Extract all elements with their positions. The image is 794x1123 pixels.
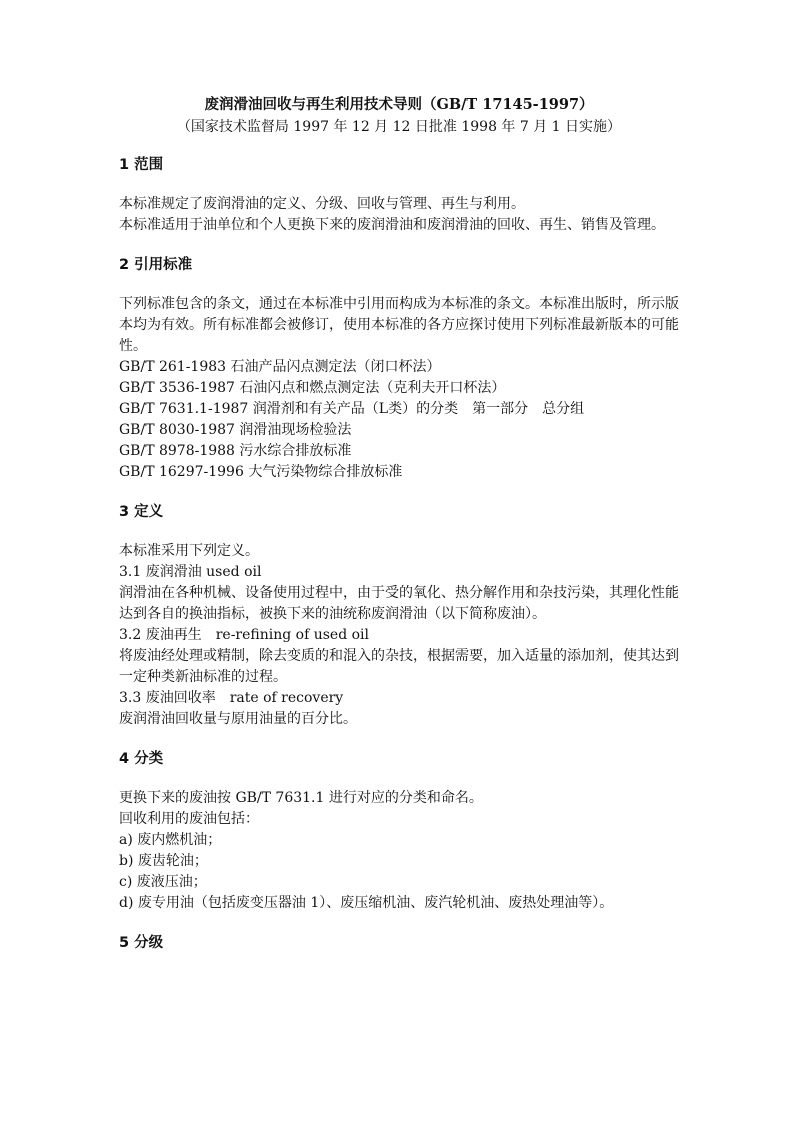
section-references (119, 254, 679, 483)
section-grading (119, 932, 679, 954)
list-item: d) 废专用油（包括废变压器油 1）、废压缩机油、废汽轮机油、废热处理油等）。 (119, 895, 614, 911)
paragraph: 下列标准包含的条文，通过在本标准中引用而构成为本标准的条文。本标准出版时，所示版本均为有效。所有标准都会被修订，使用本标准的各方应探讨使用下列标准最新版本的可能性。 (119, 296, 679, 354)
paragraph: 本标准规定了废润滑油的定义、分级、回收与管理、再生与利用。 (119, 196, 525, 212)
paragraph: 回收利用的废油包括： (119, 811, 259, 827)
list-item: c) 废液压油； (119, 874, 207, 890)
paragraph: 本标准适用于油单位和个人更换下来的废润滑油和废润滑油的回收、再生、销售及管理。 (119, 217, 665, 233)
paragraph: 润滑油在各种机械、设备使用过程中，由于受的氧化、热分解作用和杂技污染，其理化性能达到各自的换油指标，被换下来的油统称废润滑油（以下简称废油）。 (119, 585, 679, 622)
section-heading: 5 分级 (119, 935, 164, 951)
reference-item: GB/T 8030-1987 润滑油现场检验法 (119, 422, 352, 438)
paragraph: 将废油经处理或精制，除去变质的和混入的杂技，根据需要，加入适量的添加剂，使其达到一定种类新油标准的过程。 (119, 648, 679, 685)
section-heading: 1 范围 (119, 157, 164, 173)
reference-item: GB/T 7631.1-1987 润滑剂和有关产品（L类）的分类 第一部分 总分组 (119, 401, 585, 417)
definition-term: 3.1 废润滑油 used oil (119, 564, 262, 580)
reference-item: GB/T 3536-1987 石油闪点和燃点测定法（克利夫开口杯法） (119, 380, 506, 396)
section-heading: 4 分类 (119, 751, 164, 767)
document-subtitle: （国家技术监督局 1997 年 12 月 12 日批准 1998 年 7 月 1 日实施） (176, 119, 622, 135)
list-item: a) 废内燃机油； (119, 832, 222, 848)
document-title: 废润滑油回收与再生利用技术导则（GB/T 17145-1997） (204, 96, 594, 113)
section-classification (119, 748, 679, 914)
reference-item: GB/T 16297-1996 大气污染物综合排放标准 (119, 464, 403, 480)
section-scope (119, 154, 679, 236)
paragraph: 本标准采用下列定义。 (119, 543, 259, 559)
paragraph: 更换下来的废油按 GB/T 7631.1 进行对应的分类和命名。 (119, 790, 483, 806)
definition-term: 3.2 废油再生 re-refining of used oil (119, 627, 370, 643)
section-heading: 3 定义 (119, 504, 164, 520)
paragraph: 废润滑油回收量与原用油量的百分比。 (119, 711, 357, 727)
list-item: b) 废齿轮油； (119, 853, 208, 869)
document-page (119, 94, 679, 972)
reference-item: GB/T 8978-1988 污水综合排放标准 (119, 443, 352, 459)
section-definitions (119, 501, 679, 730)
definition-term: 3.3 废油回收率 rate of recovery (119, 690, 344, 706)
section-heading: 2 引用标准 (119, 257, 193, 273)
reference-item: GB/T 261-1983 石油产品闪点测定法（闭口杯法） (119, 359, 441, 375)
